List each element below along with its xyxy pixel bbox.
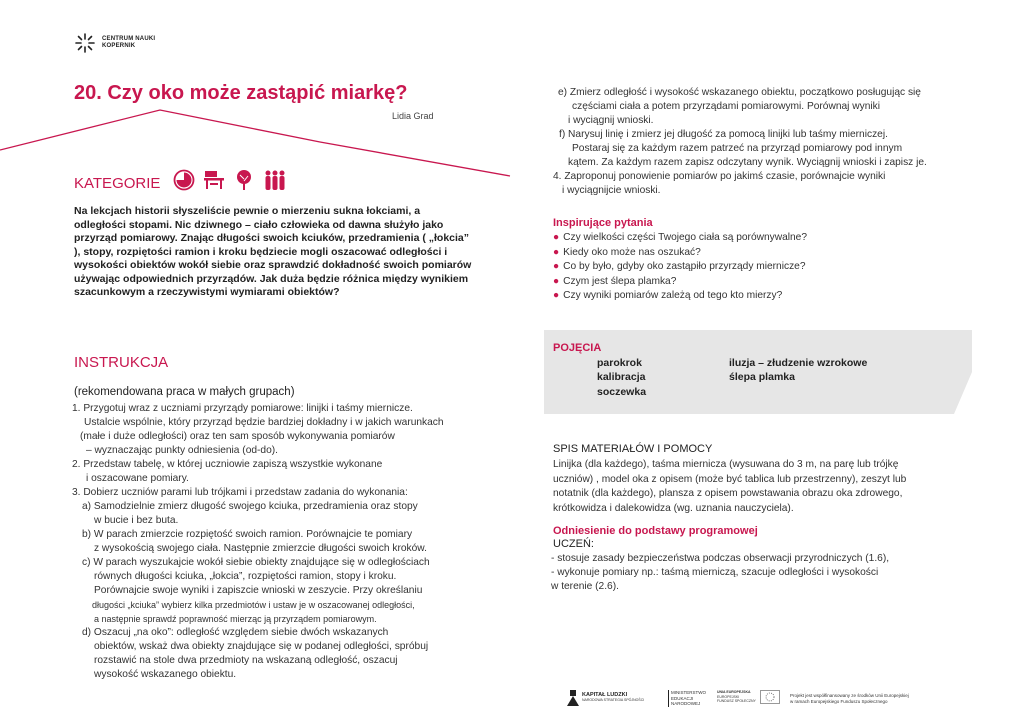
instr-line: 3. Dobierz uczniów parami lub trójkami i przedstaw zadania do wykonania: (72, 487, 408, 498)
logo (74, 32, 155, 54)
odniesienie-list (551, 552, 889, 594)
spis-line: Linijka (dla każdego), taśma miernicza (wysuwana do 3 m, na parę lub trójkę (553, 459, 899, 470)
kategorie-heading: KATEGORIE (74, 175, 161, 192)
list-item: ● Co by było, gdyby oko zastąpiło przyrządy miernicze? (553, 261, 806, 272)
list-item: ● Czy wielkości części Twojego ciała są porównywalne? (553, 232, 808, 243)
pojecie-term: ślepa plamka (729, 371, 795, 383)
instr-line: i wyciągnij wnioski. (568, 115, 654, 126)
instr-line: wysokość wskazanego obiektu. (94, 669, 237, 680)
eu-flag-icon (760, 690, 780, 704)
instr-line: e) Zmierz odległość i wysokość wskazanego obiektu, początkowo posługując się (558, 87, 921, 98)
ue-logo (717, 690, 780, 704)
ministerstwo-line: MINISTERSTWO (671, 690, 706, 695)
instr-line: Porównajcie swoje wyniki i zapiszcie wnioski w zeszycie. Przy określaniu (94, 585, 423, 596)
instr-line: (małe i duże odległości) oraz ten sam sposób wykonywania pomiarów (80, 431, 395, 442)
odn-line: - wykonuje pomiary np.: taśmą mierniczą, szacuje odległości i wysokości (551, 567, 879, 578)
instr-line: kątem. Za każdym razem zapisz odczytany wynik. Wyciągnij wnioski i zapisz je. (568, 157, 927, 168)
instr-line: obiektów, wskaż dwa obiekty znajdujące się w podanej odległości, spróbuj (94, 641, 429, 652)
ministerstwo-line: EDUKACJI (671, 695, 694, 701)
instr-line: równych długości kciuka, „łokcia”, rozpiętości ramion, stopy i kroku. (94, 571, 397, 582)
spis-line: krótkowidza i dalekowidza (wg. uznania nauczyciela). (553, 502, 794, 514)
tree-icon (233, 169, 255, 191)
instrukcja-list (72, 402, 444, 682)
project-line: w ramach Europejskiego Funduszu Społecznego (790, 698, 888, 704)
instr-line: b) W parach zmierzcie rozpiętość swoich ramion. Porównajcie te pomiary (82, 529, 413, 540)
list-item: ● Czym jest ślepa plamka? (553, 275, 677, 287)
instr-line: z wysokością swojego ciała. Następnie zmierzcie długości swoich kroków. (94, 543, 427, 554)
kapital-ludzki-logo (567, 690, 644, 706)
ue-line: EUROPEJSKI (717, 694, 740, 699)
ue-line: UNIA EUROPEJSKA (717, 690, 751, 694)
odn-line: - stosuje zasady bezpieczeństwa podczas obserwacji przyrodniczych (1.6), (551, 553, 890, 564)
spis-line: uczniów) , model oka z opisem (może być tablica lub przestrzenny), zeszyt lub (553, 473, 907, 485)
category-icons (173, 169, 287, 191)
instr-line: a następnie sprawdź poprawność mierząc ją przyrządem pomiarowym. (94, 614, 377, 624)
instr-line: f) Narysuj linię i zmierz jej długość za pomocą linijki lub taśmy mierniczej. (559, 129, 888, 140)
list-item: ● Czy wyniki pomiarów zależą od tego kto mierzy? (553, 290, 783, 301)
instr-line: 2. Przedstaw tabelę, w której uczniowie zapiszą wszystkie wykonane (72, 459, 383, 470)
pojecie-term: kalibracja (597, 371, 646, 383)
pojecie-term: parokrok (597, 357, 642, 369)
spis-heading: SPIS MATERIAŁÓW I POMOCY (553, 443, 713, 455)
logo-line2: KOPERNIK (102, 43, 136, 49)
pojecie-term: iluzja – złudzenie wzrokowe (729, 357, 868, 369)
kapital-ludzki-icon (567, 690, 579, 706)
logo-mark-icon (74, 32, 96, 54)
odn-line: w terenie (2.6). (551, 581, 619, 592)
instr-line: a) Samodzielnie zmierz długość swojego kciuka, przedramienia oraz stopy (82, 501, 418, 512)
kapital-sub: NARODOWA STRATEGIA SPÓJNOŚCI (582, 698, 645, 703)
instr-line: i wyciągnijcie wnioski. (562, 185, 661, 196)
clock-icon (173, 169, 195, 191)
list-item: ● Kiedy oko może nas oszukać? (553, 246, 701, 258)
intro-paragraph: Na lekcjach historii słyszeliście pewnie o mierzeniu sukna łokciami, a odległości stopami. Nic dziwnego – ciało człowieka od dawna służyło jako przyrząd pomiarowy. Znając długości swoich kciuków, przedramienia ( „łokcia” ), stopy, rozpiętości ramion i kroku będziecie mogli oszacować odległości i wysokości obiektów wokół siebie oraz sprawdzić dokładność swoich pomiarów używając odpowiednich przyrządów. Jak duża będzie różnica między wynikiem szacunkowym a rzeczywistymi wymiarami obiektów? (74, 205, 472, 298)
instr-line: Postaraj się za każdym razem patrzeć na przyrząd pomiarowy pod innym (572, 143, 903, 154)
instr-line: c) W parach wyszukajcie wokół siebie obiekty znajdujące się w odległościach (82, 557, 430, 568)
instr-line: w bucie i bez buta. (94, 515, 179, 526)
instr-line: 1. Przygotuj wraz z uczniami przyrządy pomiarowe: linijki i taśmy miernicze. (72, 403, 413, 414)
instr-line: i oszacowane pomiary. (86, 473, 189, 484)
desk-icon (203, 169, 225, 191)
kapital-title: KAPITAŁ LUDZKI (582, 692, 628, 699)
instr-line: – wyznaczając punkty odniesienia (od-do). (86, 445, 278, 456)
project-line: Projekt jest współfinansowany ze środków Unii Europejskiej (790, 693, 909, 698)
spis-line: notatnik (dla każdego), plansza z opisem powstawania obrazu oka zdrowego, (553, 488, 903, 499)
instr-line: częściami ciała a potem przyrządami pomiarowymi. Porównaj wyniki (572, 101, 880, 112)
instr-line: długości „kciuka” wybierz kilka przedmiotów i ustaw je w oszacowanej odległości, (92, 600, 415, 610)
logo-line1: CENTRUM NAUKI (102, 36, 156, 42)
inspirujace-list (553, 231, 807, 304)
ue-line: FUNDUSZ SPOŁECZNY (717, 699, 756, 703)
instr-line: d) Oszacuj „na oko”: odległość względem siebie dwóch wskazanych (82, 627, 389, 638)
spis-body (553, 458, 953, 516)
odniesienie-subheading: UCZEŃ: (553, 538, 594, 550)
instr-line: Ustalcie wspólnie, który przyrząd będzie bardziej dokładny i w jakich warunkach (84, 417, 444, 428)
instr-line: rozstawić na stole dwa przedmioty na wskazaną odległość, oszacuj (94, 655, 398, 666)
inspirujace-heading: Inspirujące pytania (553, 217, 653, 229)
page-title: 20. Czy oko może zastąpić miarkę? (74, 82, 408, 104)
project-note (790, 693, 909, 704)
ministerstwo-line: NARODOWEJ (671, 701, 701, 706)
pojecie-term: soczewka (597, 386, 647, 398)
author: Lidia Grad (392, 111, 434, 121)
pojecia-heading: POJĘCIA (553, 342, 602, 354)
people-icon (263, 169, 287, 191)
ministerstwo-logo (668, 690, 706, 707)
instr-line: 4. Zaproponuj ponowienie pomiarów po jakimś czasie, porównajcie wyniki (553, 171, 886, 182)
instrukcja-heading: INSTRUKCJA (74, 354, 169, 371)
odniesienie-heading: Odniesienie do podstawy programowej (553, 525, 758, 537)
instrukcja-continued (550, 86, 927, 198)
instrukcja-subheading: (rekomendowana praca w małych grupach) (74, 386, 295, 398)
